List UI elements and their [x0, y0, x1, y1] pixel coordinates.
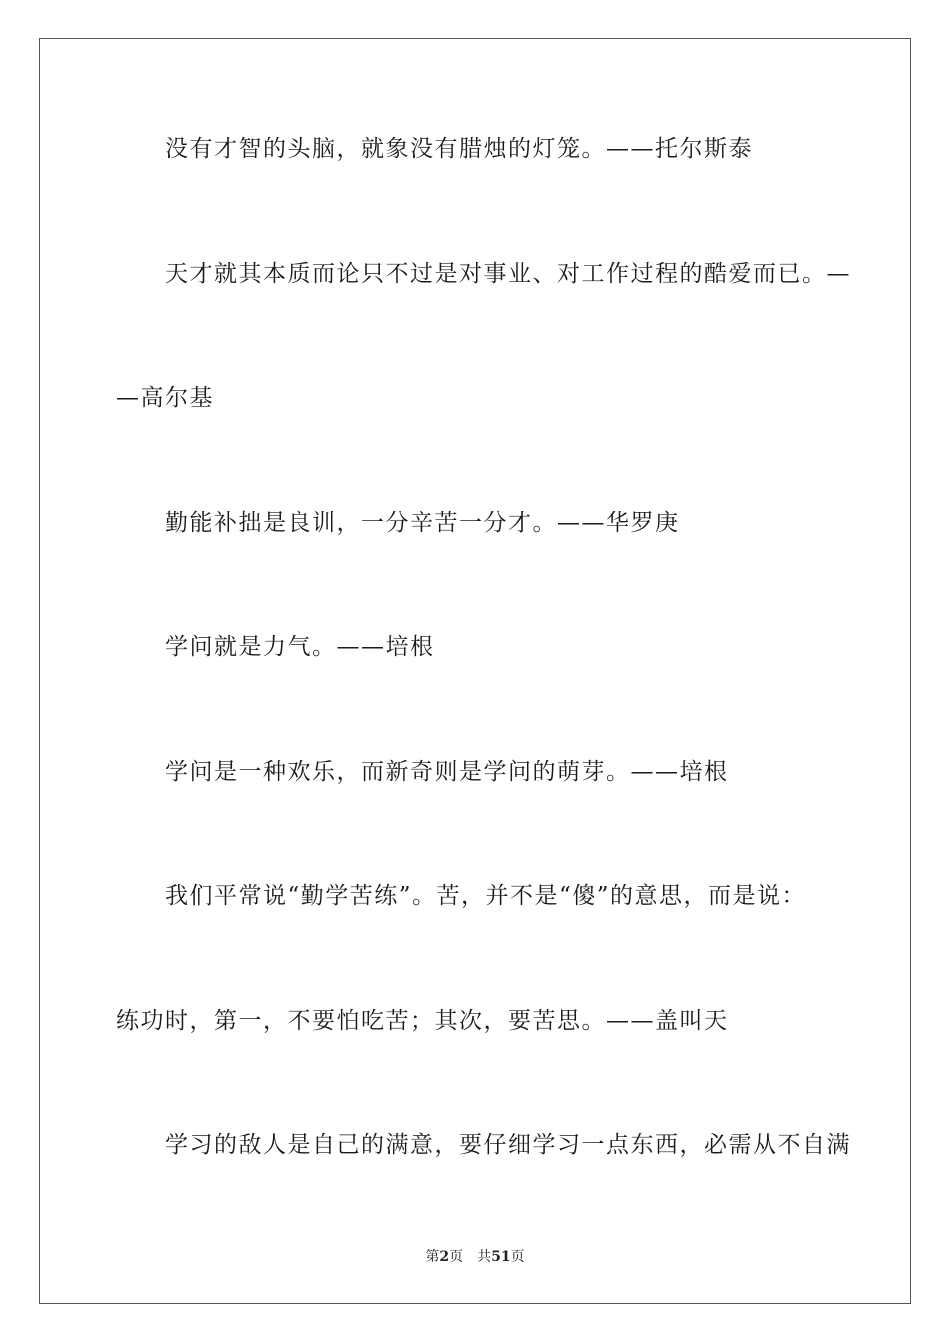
quote-line-3: 勤能补拙是良训，一分辛苦一分才。——华罗庚	[165, 510, 680, 536]
total-suffix: 页	[510, 1249, 525, 1265]
quote-line-6-continued: 练功时，第一，不要怕吃苦；其次，要苦思。——盖叫天	[116, 1008, 729, 1034]
quote-line-7: 学习的敌人是自己的满意，要仔细学习一点东西，必需从不自满	[165, 1132, 851, 1158]
quote-line-6: 我们平常说“勤学苦练”。苦，并不是“傻”的意思，而是说：	[165, 883, 807, 909]
quote-line-2-continued: —高尔基	[116, 385, 214, 411]
page-border	[39, 38, 911, 1304]
quote-line-4: 学问就是力气。——培根	[165, 634, 435, 660]
quote-line-5: 学问是一种欢乐，而新奇则是学问的萌芽。——培根	[165, 759, 729, 785]
quote-line-2: 天才就其本质而论只不过是对事业、对工作过程的酷爱而已。—	[165, 261, 851, 287]
total-prefix: 共	[477, 1249, 492, 1265]
page-footer	[0, 1247, 950, 1267]
page-number: 2	[439, 1249, 450, 1265]
quote-line-1: 没有才智的头脑，就象没有腊烛的灯笼。——托尔斯泰	[165, 136, 753, 162]
page-suffix: 页	[449, 1249, 464, 1265]
page-prefix: 第	[425, 1249, 440, 1265]
total-pages: 51	[491, 1249, 511, 1265]
